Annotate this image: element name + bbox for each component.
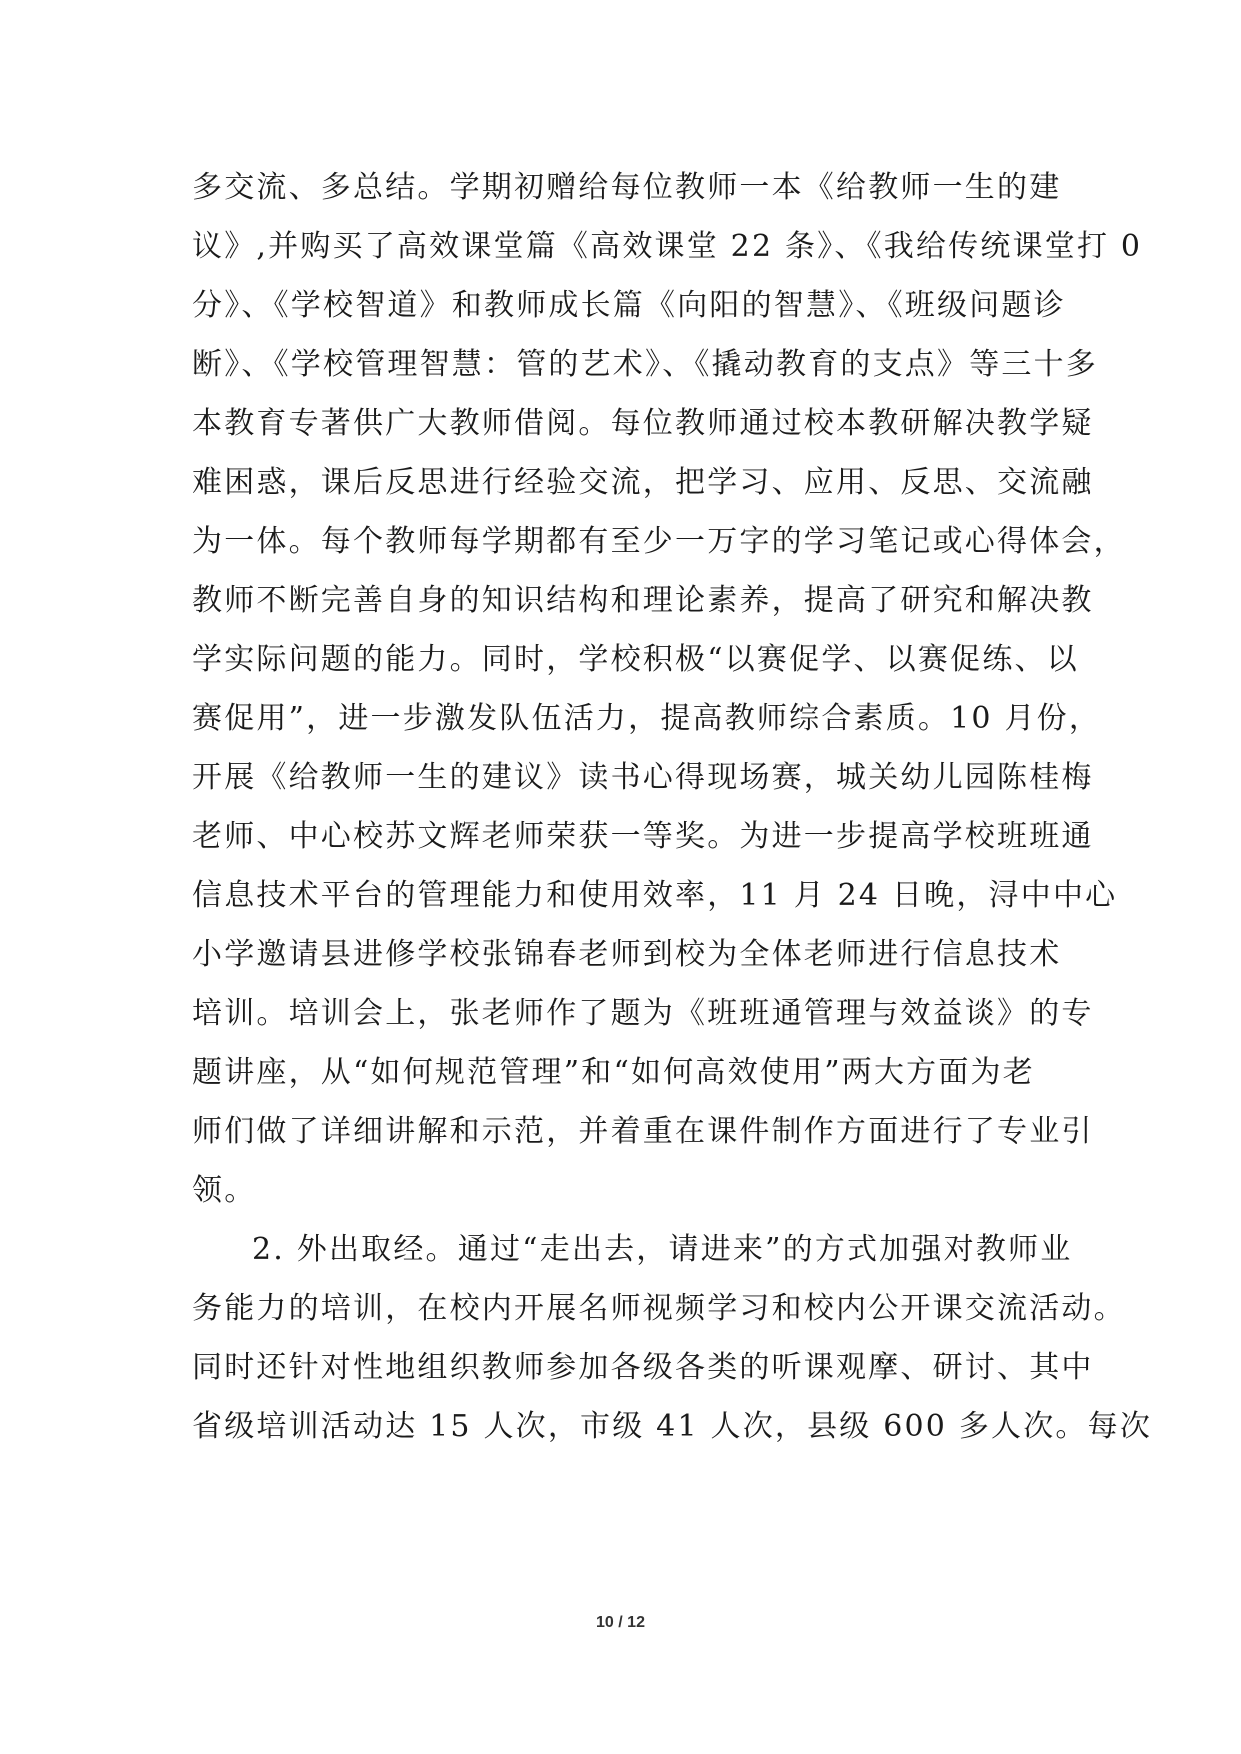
- text-line: 领。: [192, 1173, 257, 1208]
- text-line: 小学邀请县进修学校张锦春老师到校为全体老师进行信息技术: [192, 937, 1062, 972]
- text-line: 培训。培训会上，张老师作了题为《班班通管理与效益谈》的专: [192, 996, 1094, 1031]
- text-line: 难困惑，课后反思进行经验交流，把学习、应用、反思、交流融: [192, 465, 1094, 500]
- body-text: [192, 158, 1153, 1456]
- text-line: 务能力的培训，在校内开展名师视频学习和校内公开课交流活动。: [192, 1291, 1126, 1326]
- text-line: 开展《给教师一生的建议》读书心得现场赛，城关幼儿园陈桂梅: [192, 760, 1094, 795]
- text-line: 议》,并购买了高效课堂篇《高效课堂 22 条》、《我给传统课堂打 0: [192, 229, 1143, 264]
- text-line: 为一体。每个教师每学期都有至少一万字的学习笔记或心得体会，: [192, 524, 1126, 559]
- text-line: 教师不断完善自身的知识结构和理论素养，提高了研究和解决教: [192, 583, 1094, 618]
- text-line: 断》、《学校管理智慧：管的艺术》、《撬动教育的支点》等三十多: [192, 347, 1098, 382]
- text-line: 师们做了详细讲解和示范，并着重在课件制作方面进行了专业引: [192, 1114, 1094, 1149]
- text-line: 分》、《学校智道》和教师成长篇《向阳的智慧》、《班级问题诊: [192, 288, 1066, 323]
- text-line: 省级培训活动达 15 人次，市级 41 人次，县级 600 多人次。每次: [192, 1409, 1153, 1444]
- text-line: 题讲座，从“如何规范管理”和“如何高效使用”两大方面为老: [192, 1055, 1035, 1090]
- page-number: 10 / 12: [596, 1614, 645, 1631]
- text-line: 赛促用”，进一步激发队伍活力，提高教师综合素质。10 月份，: [192, 701, 1102, 736]
- text-line: 本教育专著供广大教师借阅。每位教师通过校本教研解决教学疑: [192, 406, 1094, 441]
- text-line: 多交流、多总结。学期初赠给每位教师一本《给教师一生的建: [192, 170, 1062, 205]
- paragraph-start-line: 2. 外出取经。通过“走出去，请进来”的方式加强对教师业: [252, 1232, 1073, 1267]
- text-line: 信息技术平台的管理能力和使用效率，11 月 24 日晚，浔中中心: [192, 878, 1118, 913]
- text-line: 同时还针对性地组织教师参加各级各类的听课观摩、研讨、其中: [192, 1350, 1094, 1385]
- text-line: 老师、中心校苏文辉老师荣获一等奖。为进一步提高学校班班通: [192, 819, 1094, 854]
- text-line: 学实际问题的能力。同时，学校积极“以赛促学、以赛促练、以: [192, 642, 1079, 677]
